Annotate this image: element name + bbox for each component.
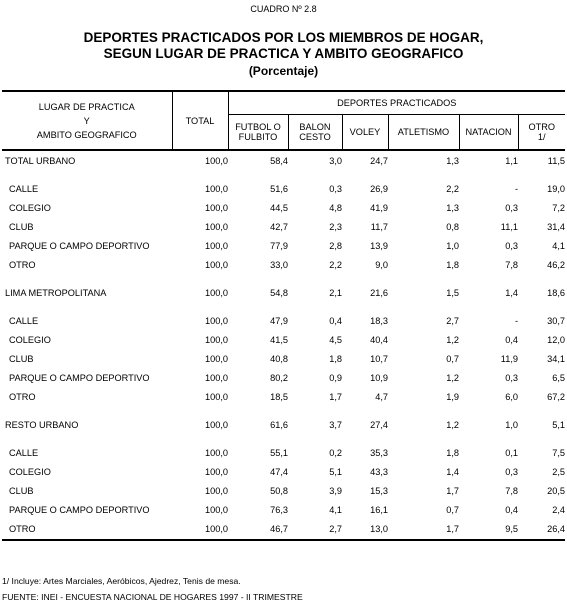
cell-futbol: 44,5	[270, 202, 288, 213]
cell-total: 100,0	[205, 466, 228, 477]
cell-total: 100,0	[205, 221, 228, 232]
cell-baloncesto: 3,0	[329, 155, 342, 166]
cell-voley: 16,1	[370, 504, 388, 515]
cell-baloncesto: 3,9	[329, 485, 342, 496]
cell-natacion: 1,0	[505, 419, 518, 430]
cell-baloncesto: 4,5	[329, 334, 342, 345]
page-title-line-1: DEPORTES PRACTICADOS POR LOS MIEMBROS DE HOGAR,	[83, 30, 484, 45]
cell-total: 100,0	[205, 447, 228, 458]
cell-natacion: -	[514, 315, 518, 326]
cell-total: 100,0	[205, 391, 228, 402]
table-row	[2, 236, 565, 255]
spacer-row	[2, 406, 565, 415]
row-label: PARQUE O CAMPO DEPORTIVO	[9, 240, 150, 251]
cell-baloncesto: 0,9	[329, 372, 342, 383]
row-label: CALLE	[9, 447, 39, 458]
row-label: PARQUE O CAMPO DEPORTIVO	[9, 372, 150, 383]
cell-total: 100,0	[205, 353, 228, 364]
cell-atletismo: 1,5	[446, 287, 459, 298]
spacer-row	[2, 434, 565, 443]
cell-total: 100,0	[205, 504, 228, 515]
row-label: CLUB	[9, 485, 34, 496]
cell-futbol: 47,9	[270, 315, 288, 326]
table-row	[2, 311, 565, 330]
cell-futbol: 77,9	[270, 240, 288, 251]
cell-natacion: 11,9	[500, 353, 518, 364]
cell-natacion: 11,1	[500, 221, 518, 232]
cell-voley: 10,9	[370, 372, 388, 383]
row-label: CALLE	[9, 183, 39, 194]
cell-otro: 4,1	[552, 240, 565, 251]
cell-total: 100,0	[205, 372, 228, 383]
table-row	[2, 519, 565, 540]
column-header-futbol-line2: FULBITO	[238, 132, 278, 142]
spacer-cell	[2, 274, 565, 283]
cell-baloncesto: 0,2	[329, 447, 342, 458]
table-number: CUADRO Nº 2.8	[250, 4, 317, 14]
column-header-baloncesto-line1: BALON	[299, 122, 331, 132]
row-label: COLEGIO	[9, 466, 51, 477]
cell-baloncesto: 4,8	[329, 202, 342, 213]
cell-voley: 13,0	[342, 519, 388, 540]
cell-voley: 35,3	[370, 447, 388, 458]
cell-total: 100,0	[172, 519, 228, 540]
cell-voley: 27,4	[370, 419, 388, 430]
cell-voley: 41,9	[370, 202, 388, 213]
row-label: OTRO	[9, 391, 36, 402]
cell-voley: 21,6	[370, 287, 388, 298]
cell-otro: 67,2	[547, 391, 565, 402]
cell-futbol: 54,8	[270, 287, 288, 298]
cell-baloncesto: 3,7	[329, 419, 342, 430]
page-subtitle: (Porcentaje)	[248, 64, 319, 78]
cell-voley: 11,7	[370, 221, 388, 232]
cell-futbol: 55,1	[270, 447, 288, 458]
cell-futbol: 42,7	[270, 221, 288, 232]
spacer-cell	[2, 170, 565, 179]
row-label: CLUB	[9, 221, 34, 232]
cell-baloncesto: 0,4	[329, 315, 342, 326]
spacer-cell	[2, 406, 565, 415]
cell-otro: 18,6	[547, 287, 565, 298]
cell-natacion: 9,5	[459, 519, 518, 540]
cell-natacion: 0,4	[505, 504, 518, 515]
cell-total: 100,0	[205, 334, 228, 345]
cell-futbol: 18,5	[270, 391, 288, 402]
row-label: COLEGIO	[9, 202, 51, 213]
column-header-otro-line2: 1/	[537, 132, 546, 142]
table-row	[2, 415, 565, 434]
cell-total: 100,0	[205, 315, 228, 326]
cell-atletismo: 1,9	[446, 391, 459, 402]
cell-otro: 46,2	[547, 259, 565, 270]
cell-atletismo: 1,7	[388, 519, 459, 540]
cell-voley: 9,0	[375, 259, 388, 270]
group-label: LIMA METROPOLITANA	[5, 287, 107, 298]
cell-natacion: -	[514, 183, 518, 194]
cell-atletismo: 0,7	[446, 504, 459, 515]
cell-total: 100,0	[205, 419, 228, 430]
column-header-lugar-line1: LUGAR DE PRACTICA	[38, 101, 135, 112]
cell-atletismo: 2,7	[446, 315, 459, 326]
footnote: 1/ Incluye: Artes Marciales, Aeróbicos, Ajedrez, Tenis de mesa.	[2, 576, 241, 586]
cell-otro: 34,1	[547, 353, 565, 364]
table-row	[2, 150, 565, 170]
cell-natacion: 0,3	[505, 372, 518, 383]
cell-atletismo: 1,3	[446, 155, 459, 166]
page-title-line-2: SEGUN LUGAR DE PRACTICA Y AMBITO GEOGRAFICO	[103, 46, 464, 61]
spacer-row	[2, 302, 565, 311]
cell-futbol: 33,0	[270, 259, 288, 270]
cell-baloncesto: 5,1	[329, 466, 342, 477]
cell-otro: 12,0	[547, 334, 565, 345]
column-header-otro-line1: OTRO	[528, 122, 556, 132]
cell-natacion: 0,1	[505, 447, 518, 458]
cell-atletismo: 1,2	[446, 419, 459, 430]
table-row	[2, 443, 565, 462]
cell-voley: 13,9	[370, 240, 388, 251]
cell-futbol: 50,8	[270, 485, 288, 496]
spacer-cell	[2, 302, 565, 311]
cell-natacion: 7,8	[505, 485, 518, 496]
cell-futbol: 46,7	[228, 519, 288, 540]
source-note: FUENTE: INEI - ENCUESTA NACIONAL DE HOGARES 1997 - II TRIMESTRE	[2, 592, 303, 602]
cell-voley: 10,7	[370, 353, 388, 364]
column-group-header: DEPORTES PRACTICADOS	[228, 91, 565, 115]
column-header-atletismo: ATLETISMO	[388, 115, 459, 151]
cell-otro: 7,2	[552, 202, 565, 213]
cell-natacion: 0,4	[505, 334, 518, 345]
cell-otro: 2,4	[552, 504, 565, 515]
table-body	[2, 150, 565, 540]
table-row	[2, 349, 565, 368]
cell-total: 100,0	[205, 183, 228, 194]
cell-futbol: 47,4	[270, 466, 288, 477]
cell-futbol: 41,5	[270, 334, 288, 345]
cell-atletismo: 1,8	[446, 259, 459, 270]
cell-voley: 15,3	[370, 485, 388, 496]
cell-natacion: 7,8	[505, 259, 518, 270]
cell-baloncesto: 2,8	[329, 240, 342, 251]
cell-futbol: 40,8	[270, 353, 288, 364]
cell-voley: 18,3	[370, 315, 388, 326]
cell-voley: 26,9	[370, 183, 388, 194]
table-row	[2, 217, 565, 236]
cell-natacion: 0,3	[505, 202, 518, 213]
row-label: OTRO	[9, 259, 36, 270]
row-label: OTRO	[2, 519, 172, 540]
cell-baloncesto: 2,7	[288, 519, 342, 540]
cell-natacion: 0,3	[505, 466, 518, 477]
cell-total: 100,0	[205, 202, 228, 213]
cell-baloncesto: 4,1	[329, 504, 342, 515]
cell-natacion: 1,4	[505, 287, 518, 298]
cell-baloncesto: 2,3	[329, 221, 342, 232]
cell-otro: 5,1	[552, 419, 565, 430]
row-label: CALLE	[9, 315, 39, 326]
spacer-row	[2, 170, 565, 179]
column-header-lugar-line3: AMBITO GEOGRAFICO	[36, 129, 137, 140]
cell-otro: 20,5	[547, 485, 565, 496]
table-row	[2, 462, 565, 481]
cell-voley: 4,7	[375, 391, 388, 402]
group-label: RESTO URBANO	[5, 419, 79, 430]
cell-atletismo: 0,7	[446, 353, 459, 364]
cell-total: 100,0	[205, 287, 228, 298]
table-row	[2, 368, 565, 387]
cell-baloncesto: 0,3	[329, 183, 342, 194]
column-header-futbol	[228, 115, 288, 151]
cell-total: 100,0	[205, 155, 228, 166]
cell-atletismo: 1,2	[446, 372, 459, 383]
cell-natacion: 0,3	[505, 240, 518, 251]
cell-futbol: 51,6	[270, 183, 288, 194]
cell-atletismo: 1,4	[446, 466, 459, 477]
column-header-lugar	[2, 91, 172, 150]
cell-baloncesto: 1,8	[329, 353, 342, 364]
table-row	[2, 481, 565, 500]
cell-total: 100,0	[205, 240, 228, 251]
cell-total: 100,0	[205, 485, 228, 496]
column-header-otro	[518, 115, 565, 151]
table-row	[2, 198, 565, 217]
cell-atletismo: 0,8	[446, 221, 459, 232]
column-header-natacion: NATACION	[459, 115, 518, 151]
cell-otro: 26,4	[518, 519, 565, 540]
cell-natacion: 6,0	[505, 391, 518, 402]
spacer-row	[2, 274, 565, 283]
cell-natacion: 1,1	[505, 155, 518, 166]
table-row	[2, 179, 565, 198]
cell-baloncesto: 1,7	[329, 391, 342, 402]
table-row	[2, 255, 565, 274]
cell-atletismo: 1,2	[446, 334, 459, 345]
column-header-baloncesto-line2: CESTO	[299, 132, 331, 142]
table-row	[2, 283, 565, 302]
cell-atletismo: 1,0	[446, 240, 459, 251]
column-header-lugar-line2: Y	[83, 115, 90, 126]
cell-otro: 31,4	[547, 221, 565, 232]
cell-total: 100,0	[205, 259, 228, 270]
cell-futbol: 58,4	[270, 155, 288, 166]
cell-futbol: 76,3	[270, 504, 288, 515]
table-row	[2, 500, 565, 519]
cell-atletismo: 1,3	[446, 202, 459, 213]
spacer-cell	[2, 434, 565, 443]
column-header-futbol-line1: FUTBOL O	[235, 122, 281, 132]
row-label: COLEGIO	[9, 334, 51, 345]
group-label: TOTAL URBANO	[5, 155, 76, 166]
cell-atletismo: 2,2	[446, 183, 459, 194]
cell-atletismo: 1,8	[446, 447, 459, 458]
column-header-total: TOTAL	[172, 91, 228, 150]
cell-otro: 6,5	[552, 372, 565, 383]
data-table	[2, 90, 565, 541]
cell-voley: 43,3	[370, 466, 388, 477]
cell-otro: 7,5	[552, 447, 565, 458]
cell-otro: 19,0	[547, 183, 565, 194]
cell-baloncesto: 2,2	[329, 259, 342, 270]
cell-voley: 40,4	[370, 334, 388, 345]
row-label: CLUB	[9, 353, 34, 364]
table-row	[2, 387, 565, 406]
cell-voley: 24,7	[370, 155, 388, 166]
cell-futbol: 61,6	[270, 419, 288, 430]
row-label: PARQUE O CAMPO DEPORTIVO	[9, 504, 150, 515]
cell-atletismo: 1,7	[446, 485, 459, 496]
cell-futbol: 80,2	[270, 372, 288, 383]
cell-baloncesto: 2,1	[329, 287, 342, 298]
cell-otro: 11,5	[547, 155, 565, 166]
column-header-voley: VOLEY	[342, 115, 388, 151]
cell-otro: 2,5	[552, 466, 565, 477]
cell-otro: 30,7	[547, 315, 565, 326]
table-row	[2, 330, 565, 349]
column-header-baloncesto	[288, 115, 342, 151]
